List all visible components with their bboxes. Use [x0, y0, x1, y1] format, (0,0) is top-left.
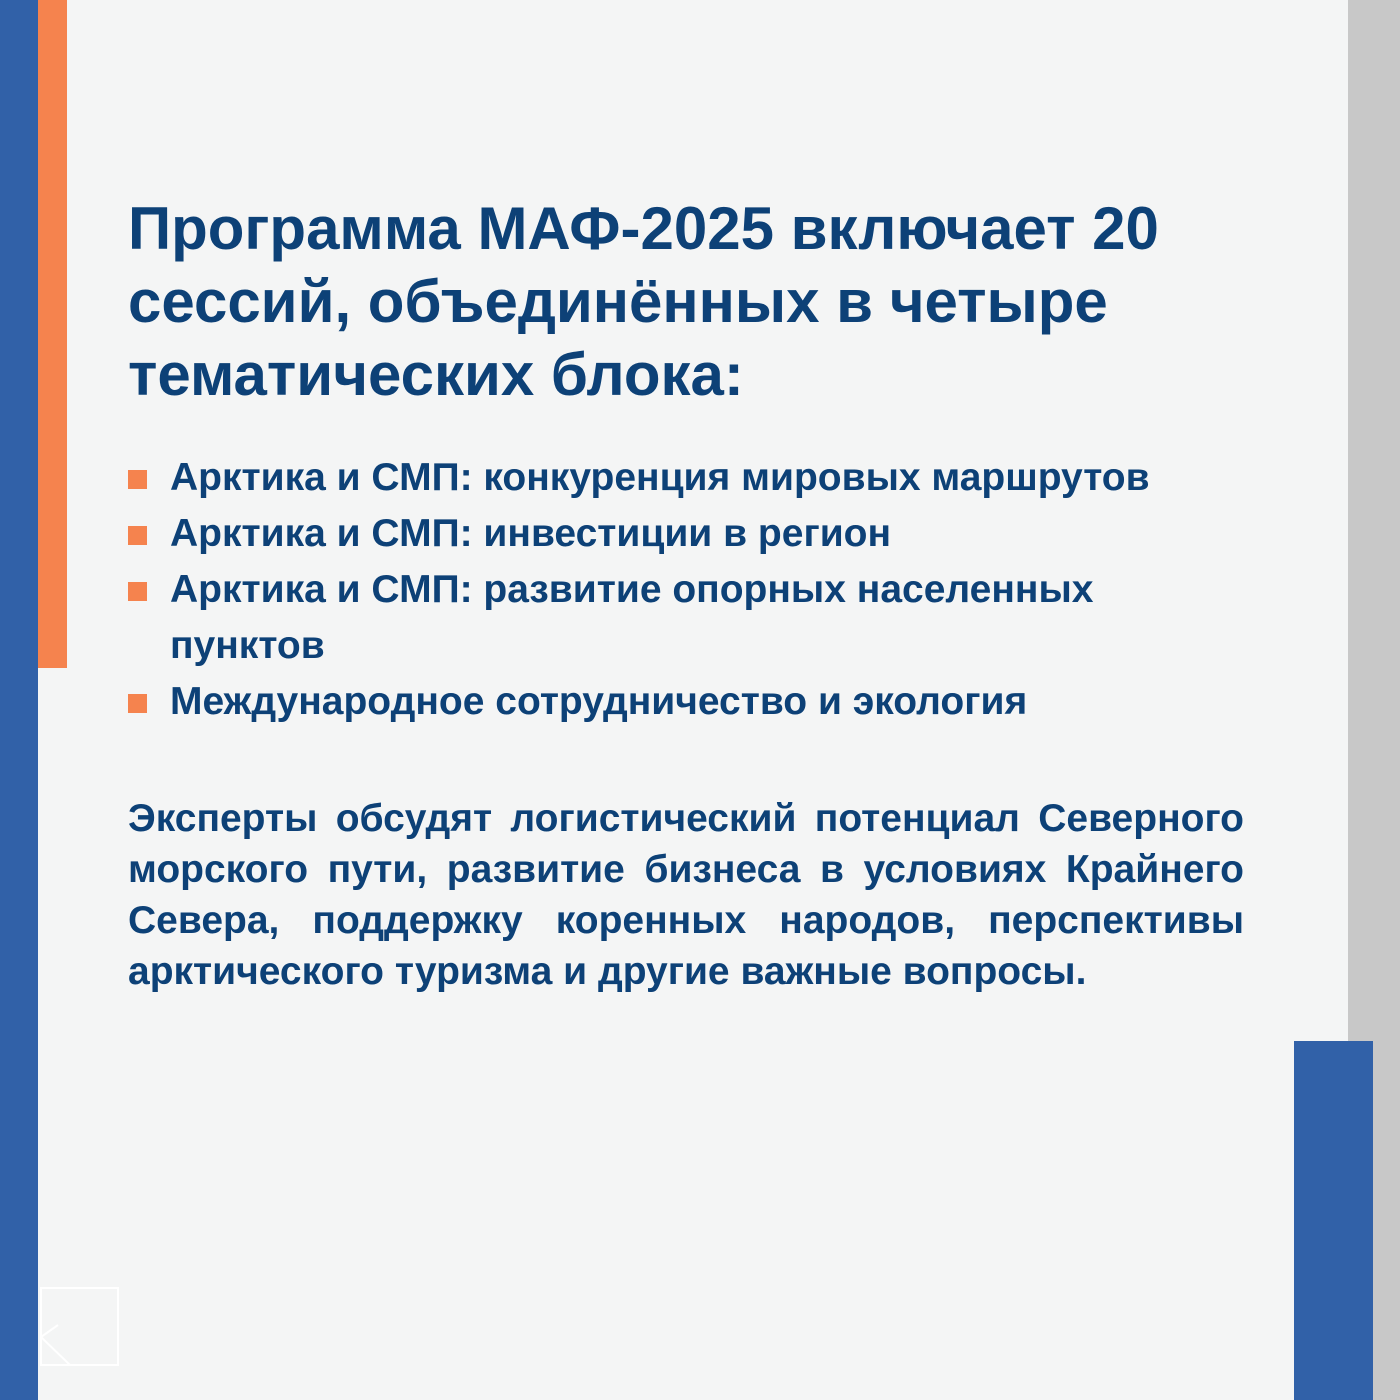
description-paragraph: Эксперты обсудят логистический потенциал Северного морского пути, развитие бизнеса в условиях Крайнего Севера, поддержку коренных народов, перспективы арктического туризма и другие важные вопросы.: [128, 797, 1244, 993]
topic-label: Арктика и СМП: развитие опорных населенных пунктов: [170, 568, 1094, 667]
bullet-square-icon: [128, 470, 147, 489]
list-item: [128, 506, 1248, 562]
list-item: [128, 450, 1248, 506]
list-item: [128, 674, 1248, 730]
list-item: [128, 562, 1248, 674]
headline: Программа МАФ-2025 включает 20 сессий, объединённых в четыре тематических блока:: [128, 195, 1159, 408]
bullet-square-icon: [128, 582, 147, 601]
k-logo-icon: [40, 1287, 119, 1366]
topic-list: [128, 450, 1248, 730]
bullet-square-icon: [128, 694, 147, 713]
topic-label: Международное сотрудничество и экология: [170, 680, 1028, 723]
topic-label: Арктика и СМП: инвестиции в регион: [170, 512, 892, 555]
bullet-square-icon: [128, 526, 147, 545]
right-blue-block: [1294, 1041, 1373, 1400]
left-orange-stripe: [38, 0, 67, 668]
topic-label: Арктика и СМП: конкуренция мировых маршрутов: [170, 456, 1150, 499]
left-blue-stripe: [0, 0, 38, 1400]
